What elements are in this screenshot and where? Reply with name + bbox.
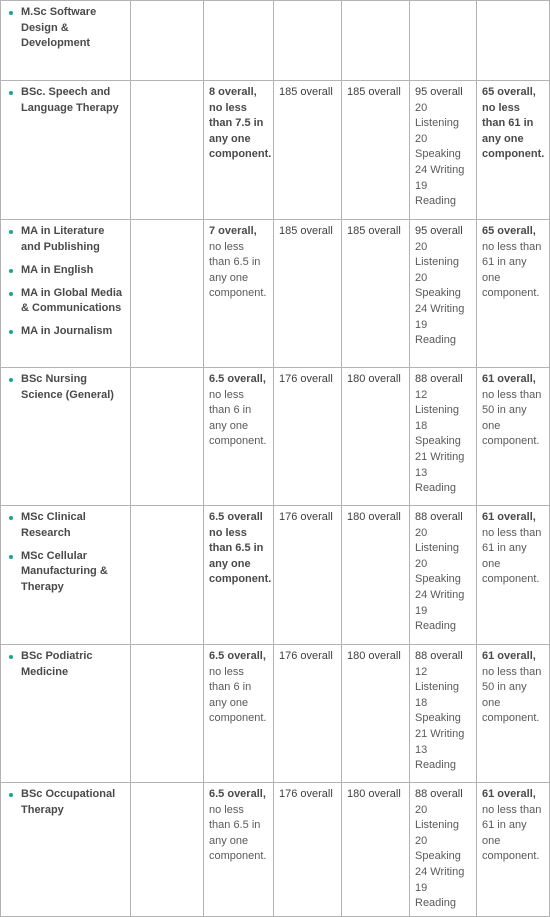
spacer-cell [131,220,204,368]
pte-cell [477,220,550,368]
pte-detail: no less than 50 in any one component. [482,388,542,448]
cae-cell [274,220,342,368]
cpe-value: 180 overall [347,788,401,800]
pte-cell [477,645,550,783]
toefl-reading: 13 Reading [415,743,456,772]
programme-list [7,224,126,340]
toefl-writing: 24 Writing [415,588,465,601]
cae-cell [274,1,342,81]
spacer-cell [131,645,204,783]
list-item [7,224,126,255]
toefl-listening: 20 Listening [415,526,460,555]
toefl-reading: 19 Reading [415,179,456,208]
cpe-value: 180 overall [347,511,401,523]
list-item [7,649,126,680]
cae-cell [274,368,342,506]
list-item [7,787,126,818]
bullet-icon [9,230,13,234]
table-row [1,220,550,368]
toefl-cell [410,1,477,81]
bullet-icon [9,269,13,273]
ielts-cell [204,368,274,506]
list-item [7,372,126,403]
list-item [7,324,126,340]
bullet-icon [9,655,13,659]
ielts-value: 8 overall, no less than 7.5 in any one component. [209,86,272,161]
pte-cell [477,368,550,506]
toefl-speaking: 18 Speaking [415,696,461,725]
bullet-icon [9,330,13,334]
toefl-reading: 19 Reading [415,318,456,347]
pte-value: 65 overall, [482,225,536,237]
programme-cell [1,506,131,645]
toefl-cell [410,783,477,917]
programme-list [7,649,126,680]
programme-list [7,510,126,595]
programme-name: BSc. Speech and Language Therapy [21,86,119,114]
ielts-cell [204,506,274,645]
bullet-icon [9,516,13,520]
pte-value: 61 overall, [482,511,536,523]
ielts-cell [204,783,274,917]
programme-cell [1,220,131,368]
pte-detail: no less than 61 in any one component. [482,526,542,586]
cae-value: 185 overall [279,86,333,98]
table-body [1,1,550,917]
bullet-icon [9,555,13,559]
programme-name: M.Sc Software Design & Development [21,6,97,50]
toefl-speaking: 20 Speaking [415,557,461,586]
toefl-cell [410,220,477,368]
cpe-value: 185 overall [347,86,401,98]
spacer-cell [131,506,204,645]
programme-name: BSc Nursing Science (General) [21,373,114,401]
ielts-value: 6.5 overall, [209,788,266,800]
cae-value: 176 overall [279,650,333,662]
cae-value: 176 overall [279,788,333,800]
programme-cell [1,1,131,81]
bullet-icon [9,378,13,382]
cpe-cell [342,506,410,645]
ielts-value: 6.5 overall no less than 6.5 in any one component. [209,511,272,586]
programme-cell [1,368,131,506]
toefl-cell [410,645,477,783]
table-row [1,1,550,81]
cae-value: 176 overall [279,373,333,385]
pte-value: 65 overall, no less than 61 in any one component. [482,86,545,161]
cpe-cell [342,783,410,917]
toefl-overall: 88 overall [415,788,463,800]
programme-name: BSc Occupational Therapy [21,788,116,816]
pte-detail: no less than 61 in any one component. [482,803,542,863]
ielts-cell [204,81,274,220]
cae-value: 185 overall [279,225,333,237]
programme-list [7,5,126,52]
programme-name: MA in Literature and Publishing [21,225,105,253]
pte-cell [477,506,550,645]
ielts-cell [204,645,274,783]
spacer-cell [131,783,204,917]
table-row [1,506,550,645]
spacer-cell [131,1,204,81]
pte-value: 61 overall, [482,650,536,662]
pte-cell [477,81,550,220]
toefl-cell [410,368,477,506]
programme-name: MA in English [21,263,94,276]
cae-cell [274,506,342,645]
list-item [7,85,126,116]
cpe-cell [342,368,410,506]
ielts-detail: no less than 6 in any one component. [209,388,267,448]
toefl-speaking: 20 Speaking [415,834,461,863]
toefl-writing: 21 Writing [415,450,465,463]
toefl-cell [410,81,477,220]
pte-detail: no less than 50 in any one component. [482,665,542,725]
programme-list [7,85,126,116]
cpe-value: 180 overall [347,373,401,385]
programme-cell [1,783,131,917]
cae-cell [274,783,342,917]
toefl-speaking: 18 Speaking [415,419,461,448]
list-item [7,286,126,317]
toefl-listening: 20 Listening [415,240,460,269]
toefl-writing: 24 Writing [415,302,465,315]
ielts-cell [204,220,274,368]
bullet-icon [9,91,13,95]
pte-cell [477,783,550,917]
toefl-speaking: 20 Speaking [415,271,461,300]
cae-cell [274,81,342,220]
table-row [1,645,550,783]
cpe-cell [342,1,410,81]
cpe-value: 180 overall [347,650,401,662]
pte-detail: no less than 61 in any one component. [482,240,542,300]
programme-name: MSc Clinical Research [21,511,86,539]
programme-list [7,372,126,403]
toefl-overall: 88 overall [415,373,463,385]
spacer-cell [131,368,204,506]
programme-cell [1,81,131,220]
pte-value: 61 overall, [482,788,536,800]
toefl-writing: 24 Writing [415,865,465,878]
cpe-cell [342,81,410,220]
list-item [7,263,126,279]
programme-list [7,787,126,818]
spacer-cell [131,81,204,220]
ielts-detail: no less than 6.5 in any one component. [209,240,267,300]
toefl-listening: 20 Listening [415,803,460,832]
toefl-writing: 24 Writing [415,163,465,176]
bullet-icon [9,793,13,797]
programme-name: MA in Global Media & Communications [21,286,123,315]
cae-value: 176 overall [279,511,333,523]
list-item [7,510,126,541]
ielts-cell [204,1,274,81]
cpe-cell [342,220,410,368]
programme-name: BSc Podiatric Medicine [21,650,93,678]
ielts-value: 7 overall, [209,225,257,237]
toefl-listening: 12 Listening [415,388,460,417]
ielts-value: 6.5 overall, [209,650,266,662]
pte-cell [477,1,550,81]
list-item [7,5,126,52]
programme-cell [1,645,131,783]
cpe-cell [342,645,410,783]
list-item [7,549,126,596]
toefl-reading: 19 Reading [415,604,456,633]
bullet-icon [9,11,13,15]
programme-name: MSc Cellular Manufacturing & Therapy [21,549,108,593]
pte-value: 61 overall, [482,373,536,385]
toefl-overall: 95 overall [415,225,463,237]
toefl-listening: 12 Listening [415,665,460,694]
cpe-value: 185 overall [347,225,401,237]
programme-name: MA in Journalism [21,325,113,338]
table-row [1,368,550,506]
cae-cell [274,645,342,783]
toefl-listening: 20 Listening [415,101,460,130]
toefl-overall: 88 overall [415,650,463,662]
ielts-detail: no less than 6 in any one component. [209,665,267,725]
bullet-icon [9,292,13,296]
table-row [1,81,550,220]
toefl-overall: 88 overall [415,511,463,523]
table-row [1,783,550,917]
toefl-reading: 19 Reading [415,881,456,910]
ielts-value: 6.5 overall, [209,373,266,385]
toefl-writing: 21 Writing [415,727,465,740]
toefl-speaking: 20 Speaking [415,132,461,161]
toefl-overall: 95 overall [415,86,463,98]
ielts-detail: no less than 6.5 in any one component. [209,803,267,863]
toefl-reading: 13 Reading [415,466,456,495]
toefl-cell [410,506,477,645]
